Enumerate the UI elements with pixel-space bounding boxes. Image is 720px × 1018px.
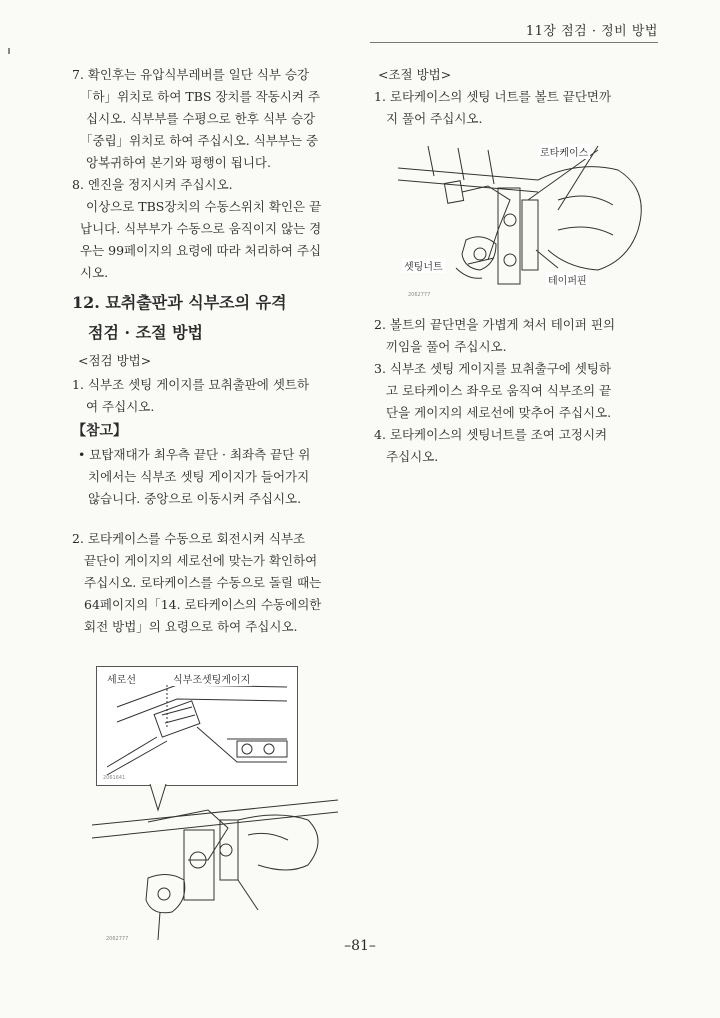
check-step-1	[72, 374, 362, 418]
adjust-step-3-line: 단을 게이지의 세로선에 맞추어 주십시오.	[386, 405, 612, 420]
step-8-line: 8. 엔진을 정지시켜 주십시오.	[72, 177, 233, 192]
rotacase-label: 로타케이스	[538, 144, 590, 159]
spacer	[72, 510, 362, 528]
section-title-line-1: 12. 묘취출판과 식부조의 유격	[72, 293, 287, 312]
check-step-1-line: 1. 식부조 셋팅 게이지를 묘취출판에 셋트하	[72, 377, 310, 392]
step-8-line: 이상으로 TBS장치의 수동스위치 확인은 끝	[86, 199, 322, 214]
vertical-line-label: 세로선	[105, 671, 138, 686]
rotacase-figure-code: 2062777	[408, 292, 431, 298]
left-column	[72, 64, 362, 638]
check-method-heading: <점검 방법>	[78, 353, 152, 368]
adjust-step-2-line: 끼임을 풀어 주십시오.	[386, 339, 507, 354]
note-line: • 묘탑재대가 최우측 끝단 · 최좌측 끝단 위	[78, 447, 311, 462]
adjust-step-3-line: 고 로타케이스 좌우로 움직여 식부조의 끝	[386, 383, 612, 398]
section-title	[72, 288, 362, 348]
planting-unit-drawing	[88, 660, 346, 950]
setting-nut-label: 셋팅너트	[402, 258, 445, 273]
page-number: –81–	[344, 938, 376, 954]
step-7-line: 7. 확인후는 유압식부레버를 일단 식부 승강	[72, 67, 310, 82]
check-step-2	[72, 528, 362, 638]
adjust-step-1-line: 1. 로타케이스의 셋팅 너트를 볼트 끝단면까	[374, 89, 612, 104]
chapter-header: 11장 점검 · 정비 방법	[525, 24, 658, 39]
check-step-2-line: 2. 로타케이스를 수동으로 회전시켜 식부조	[72, 531, 306, 546]
step-7-line: 앙복귀하여 본기와 평행이 됩니다.	[86, 155, 271, 170]
gauge-figure	[88, 660, 346, 950]
step-8-line: 우는 99페이지의 요령에 따라 처리하여 주십	[80, 243, 322, 258]
margin-mark	[8, 48, 10, 54]
check-step-2-line: 회전 방법」의 요령으로 하여 주십시오.	[84, 619, 298, 634]
header-rule	[370, 42, 658, 43]
check-step-2-line: 끝단이 게이지의 세로선에 맞는가 확인하여	[84, 553, 318, 568]
step-7	[72, 64, 362, 174]
note-line: 않습니다. 중앙으로 이동시켜 주십시오.	[88, 491, 302, 506]
right-column-lower	[374, 314, 660, 468]
note-line: 치에서는 식부조 셋팅 게이지가 들어가지	[88, 469, 310, 484]
step-8-line: 납니다. 식부부가 수동으로 움직이지 않는 경	[80, 221, 322, 236]
rotacase-drawing	[398, 140, 660, 306]
section-title-line-2: 점검 · 조절 방법	[88, 323, 204, 342]
adjust-method-heading: <조절 방법>	[378, 67, 452, 82]
note-label: 【참고】	[72, 423, 128, 439]
taper-pin-label: 테이퍼핀	[546, 272, 589, 287]
adjust-step-4-line: 4. 로타케이스의 셋팅너트를 조여 고정시켜	[374, 427, 608, 442]
right-column	[374, 64, 660, 130]
note-bullet	[72, 444, 362, 510]
adjust-step-1-line: 지 풀어 주십시오.	[386, 111, 483, 126]
setting-gauge-label: 식부조셋팅게이지	[171, 671, 252, 686]
check-step-2-line: 주십시오. 로타케이스를 수동으로 돌릴 때는	[84, 575, 322, 590]
step-7-line: 십시오. 식부부를 수평으로 한후 식부 승강	[86, 111, 316, 126]
adjust-step-2-line: 2. 볼트의 끝단면을 가볍게 쳐서 테이퍼 핀의	[374, 317, 616, 332]
check-step-2-line: 64페이지의「14. 로타케이스의 수동에의한	[84, 597, 322, 612]
rotacase-figure	[398, 140, 660, 306]
step-8-line: 시오.	[80, 265, 109, 280]
inset-figure-code: 2061641	[103, 775, 126, 781]
adjust-step-4-line: 주십시오.	[386, 449, 439, 464]
step-7-line: 「하」위치로 하여 TBS 장치를 작동시켜 주	[80, 89, 321, 104]
check-step-1-line: 여 주십시오.	[86, 399, 155, 414]
step-7-line: 「중립」위치로 하여 주십시오. 식부부는 중	[80, 133, 319, 148]
step-8	[72, 174, 362, 284]
main-figure-code: 2062777	[106, 936, 129, 942]
adjust-step-3-line: 3. 식부조 셋팅 게이지를 묘취출구에 셋팅하	[374, 361, 612, 376]
